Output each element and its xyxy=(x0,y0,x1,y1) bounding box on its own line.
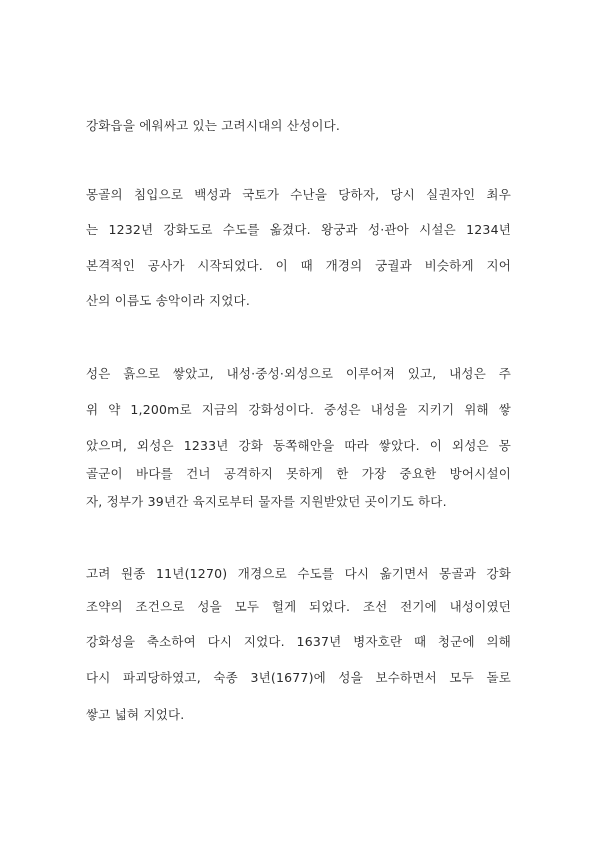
paragraph-3-line-5: 자, 정부가 39년간 육지로부터 물자를 지원받았던 곳이기도 하다. xyxy=(86,494,447,509)
paragraph-3-line-1: 성은 흙으로 쌓았고, 내성·중성·외성으로 이루어져 있고, 내성은 주 xyxy=(86,366,511,381)
paragraph-4-line-3: 강화성을 축소하여 다시 지었다. 1637년 병자호란 때 청군에 의해 xyxy=(86,634,511,649)
paragraph-3-line-4: 골군이 바다를 건너 공격하지 못하게 한 가장 중요한 방어시설이 xyxy=(86,466,511,481)
paragraph-4-line-1: 고려 원종 11년(1270) 개경으로 수도를 다시 옮기면서 몽골과 강화 xyxy=(86,566,511,581)
paragraph-1-line-1: 강화읍을 에워싸고 있는 고려시대의 산성이다. xyxy=(86,118,341,133)
paragraph-2-line-1: 몽골의 침입으로 백성과 국토가 수난을 당하자, 당시 실권자인 최우 xyxy=(86,187,511,202)
paragraph-2-line-3: 본격적인 공사가 시작되었다. 이 때 개경의 궁궐과 비슷하게 지어 xyxy=(86,258,511,273)
paragraph-4-line-2: 조약의 조건으로 성을 모두 헐게 되었다. 조선 전기에 내성이였던 xyxy=(86,599,511,614)
paragraph-2-line-2: 는 1232년 강화도로 수도를 옮겼다. 왕궁과 성·관아 시설은 1234년 xyxy=(86,222,511,237)
paragraph-4-line-4: 다시 파괴당하였고, 숙종 3년(1677)에 성을 보수하면서 모두 돌로 xyxy=(86,670,511,685)
paragraph-3-line-2: 위 약 1,200m로 지금의 강화성이다. 중성은 내성을 지키기 위해 쌓 xyxy=(86,402,511,417)
paragraph-3-line-3: 았으며, 외성은 1233년 강화 동쪽해안을 따라 쌓았다. 이 외성은 몽 xyxy=(86,438,511,453)
paragraph-4-line-5: 쌓고 넓혀 지었다. xyxy=(86,707,185,722)
paragraph-2-line-4: 산의 이름도 송악이라 지었다. xyxy=(86,293,250,308)
